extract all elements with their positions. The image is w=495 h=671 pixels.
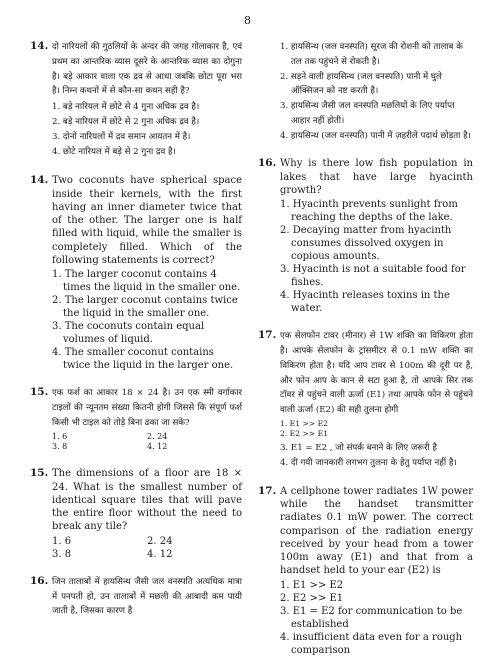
left-column xyxy=(30,40,242,633)
option-2: 2. Decaying matter from hyacinth consumes dissolved oxygen in copious amounts. xyxy=(280,225,452,263)
question-number: 17. xyxy=(258,329,277,342)
option-4: 4. The smaller coconut contains twice the liquid in the larger one. xyxy=(52,347,234,372)
question-14-hindi xyxy=(30,40,242,160)
option-2: 2. E2 >> E1 xyxy=(280,592,344,604)
question-text: जिन तालाबों में हायसिन्थ जैसी जल वनस्पति अत्यधिक मात्रा में पनपती हो, उन तालाबों में मछली की आबादी कम पायी जाती है, जिसका कारण है xyxy=(52,576,242,617)
option-2: 2. E2 >> E1 xyxy=(280,429,328,439)
question-number: 16. xyxy=(258,157,277,170)
options-grid xyxy=(52,432,242,454)
option-1: 1. The larger coconut contains 4 times the liquid in the smaller one. xyxy=(52,269,241,294)
option-2: 2. सड़ने वाली हायसिन्थ (जल वनस्पति) पानी में घुले ऑक्सिजन को नष्ट करती है। xyxy=(280,71,442,97)
options-grid xyxy=(52,535,242,561)
option-2: 2. The larger coconut contains twice the liquid in the smaller one. xyxy=(52,295,238,320)
option-1: 1. Hyacinth prevents sunlight from reaching the depths of the lake. xyxy=(280,199,458,224)
option-1: 1. E1 >> E2 xyxy=(280,579,344,591)
option-2: 2. 24 xyxy=(147,431,168,441)
question-text: The dimensions of a floor are 18 × 24. What is the smallest number of identical square tiles that will pave the entire floor without the need to break any tile? xyxy=(52,468,242,533)
option-3: 3. 8 xyxy=(52,548,72,560)
option-2: 2. 24 xyxy=(147,535,173,547)
option-3: 3. Hyacinth is not a suitable food for fishes. xyxy=(280,264,466,289)
option-2: 2. बड़े नारियल में छोटे से 2 गुना अधिक द्रव है। xyxy=(52,117,200,128)
option-4: 4. Hyacinth releases toxins in the water. xyxy=(280,290,450,315)
question-text: A cellphone tower radiates 1W power while the handset transmitter radiates 0.1 mW power. The correct comparison of the radiation energy received by your head from a tower 100m away (E1) and that from a handset held to your ear (E2) is xyxy=(280,485,473,577)
question-16-hindi xyxy=(30,575,242,619)
question-number: 15. xyxy=(30,467,49,480)
options-list xyxy=(280,198,473,315)
option-1: 1. 6 xyxy=(52,431,68,441)
question-number: 14. xyxy=(30,174,49,187)
question-number: 14. xyxy=(30,40,49,52)
option-1: 1. 6 xyxy=(52,535,72,547)
question-15-english xyxy=(30,467,242,560)
question-17-hindi xyxy=(258,329,473,470)
question-text: Two coconuts have spherical space inside their kernels, with the first having an inner diameter twice that of the other. The larger one is half filled with liquid, while the smaller is completely filled. Which of the following statements is correct? xyxy=(52,175,242,267)
question-number: 17. xyxy=(258,484,277,497)
question-text: Why is there low fish population in lakes that have large hyacinth growth? xyxy=(280,158,473,197)
option-1: 1. E1 >> E2 xyxy=(280,419,328,429)
question-15-hindi xyxy=(30,386,242,453)
option-4: 4. दी गयी जानकारी लगभग तुलना के हेतु पर्याप्त नहीं है। xyxy=(280,457,457,468)
options-list xyxy=(52,100,242,160)
page-number: 8 xyxy=(244,14,251,27)
option-3: 3. दोनों नारियलों में द्रव समान आयतन में है। xyxy=(52,132,191,143)
options-list xyxy=(280,579,473,657)
right-column xyxy=(258,40,473,671)
option-1: 1. बड़े नारियल में छोटे से 4 गुना अधिक द्रव है। xyxy=(52,102,200,113)
question-number: 16. xyxy=(30,574,49,587)
option-4: 4. हायसिन्थ (जल वनस्पति) पानी में ज़हरीले पदार्थ छोड़ता है। xyxy=(280,130,471,141)
question-16-english xyxy=(258,157,473,315)
options-list xyxy=(280,441,473,471)
options-list xyxy=(52,268,242,372)
option-4: 4. 12 xyxy=(147,548,173,560)
options-list-compact xyxy=(280,419,473,440)
question-text: दो नारियलों की गुठलियों के अन्दर की जगह गोलाकार है, एवं प्रथम का आन्तरिक व्यास दूसरे के आन्तरिक व्यास का दोगुना है। बड़े आकार वाला एक द्रव से आधा जबकि छोटा पूरा भरा है। निम्न कथनों में से कौन-सा कथन सही है? xyxy=(52,42,242,97)
option-3: 3. 8 xyxy=(52,442,68,452)
options-list xyxy=(280,40,473,143)
option-1: 1. हायसिन्थ (जल वनस्पति) सूरज की रोशनी को तालाब के तल तक पहुंचने से रोकती है। xyxy=(280,42,463,67)
question-14-english xyxy=(30,174,242,372)
option-3: 3. E1 = E2 for communication to be established xyxy=(280,605,463,630)
question-number: 15. xyxy=(30,386,49,399)
question-16-hindi-options xyxy=(258,40,473,143)
question-text: एक फर्श का आकार 18 × 24 है। उन एक स्मी वर्गाकार टाइलों की न्यूनतम संख्या कितनी होगी जिससे कि संपूर्ण फर्श किसी भी टाइल को तोड़े बिना ढका जा सके? xyxy=(52,388,242,428)
option-4: 4. 12 xyxy=(147,442,168,452)
option-4: 4. छोटे नारियल में बड़े से 2 गुना द्रव है। xyxy=(52,147,176,158)
option-4: 4. insufficient data even for a rough comparison xyxy=(280,631,463,656)
option-3: 3. E1 = E2 , जो संपर्क बनाने के लिए जरूरी है xyxy=(280,442,437,453)
question-text: एक सेलफोन टावर (मीनार) से 1W शक्ति का विकिरण होता है। आपके सेलफोन के ट्रांसमीटर से 0.1 mW शक्ति का विकिरण होता है। यदि आप टावर से 100m की दूरी पर है, और फोन आप के कान से सटा हुआ है, तो आपके सिर तक टॉवर से पहुंचने वाली ऊर्जा (E1) तथा आपके फोन से पहुंचने वाली ऊर्जा (E2) की सही तुलना होगी xyxy=(280,331,473,416)
option-3: 3. The coconuts contain equal volumes of liquid. xyxy=(52,321,205,346)
option-3: 3. हायसिन्थ जैसी जल वनस्पति मछलियों के लिए पर्याप्त आहार नहीं होती। xyxy=(280,101,455,126)
question-17-english xyxy=(258,485,473,657)
